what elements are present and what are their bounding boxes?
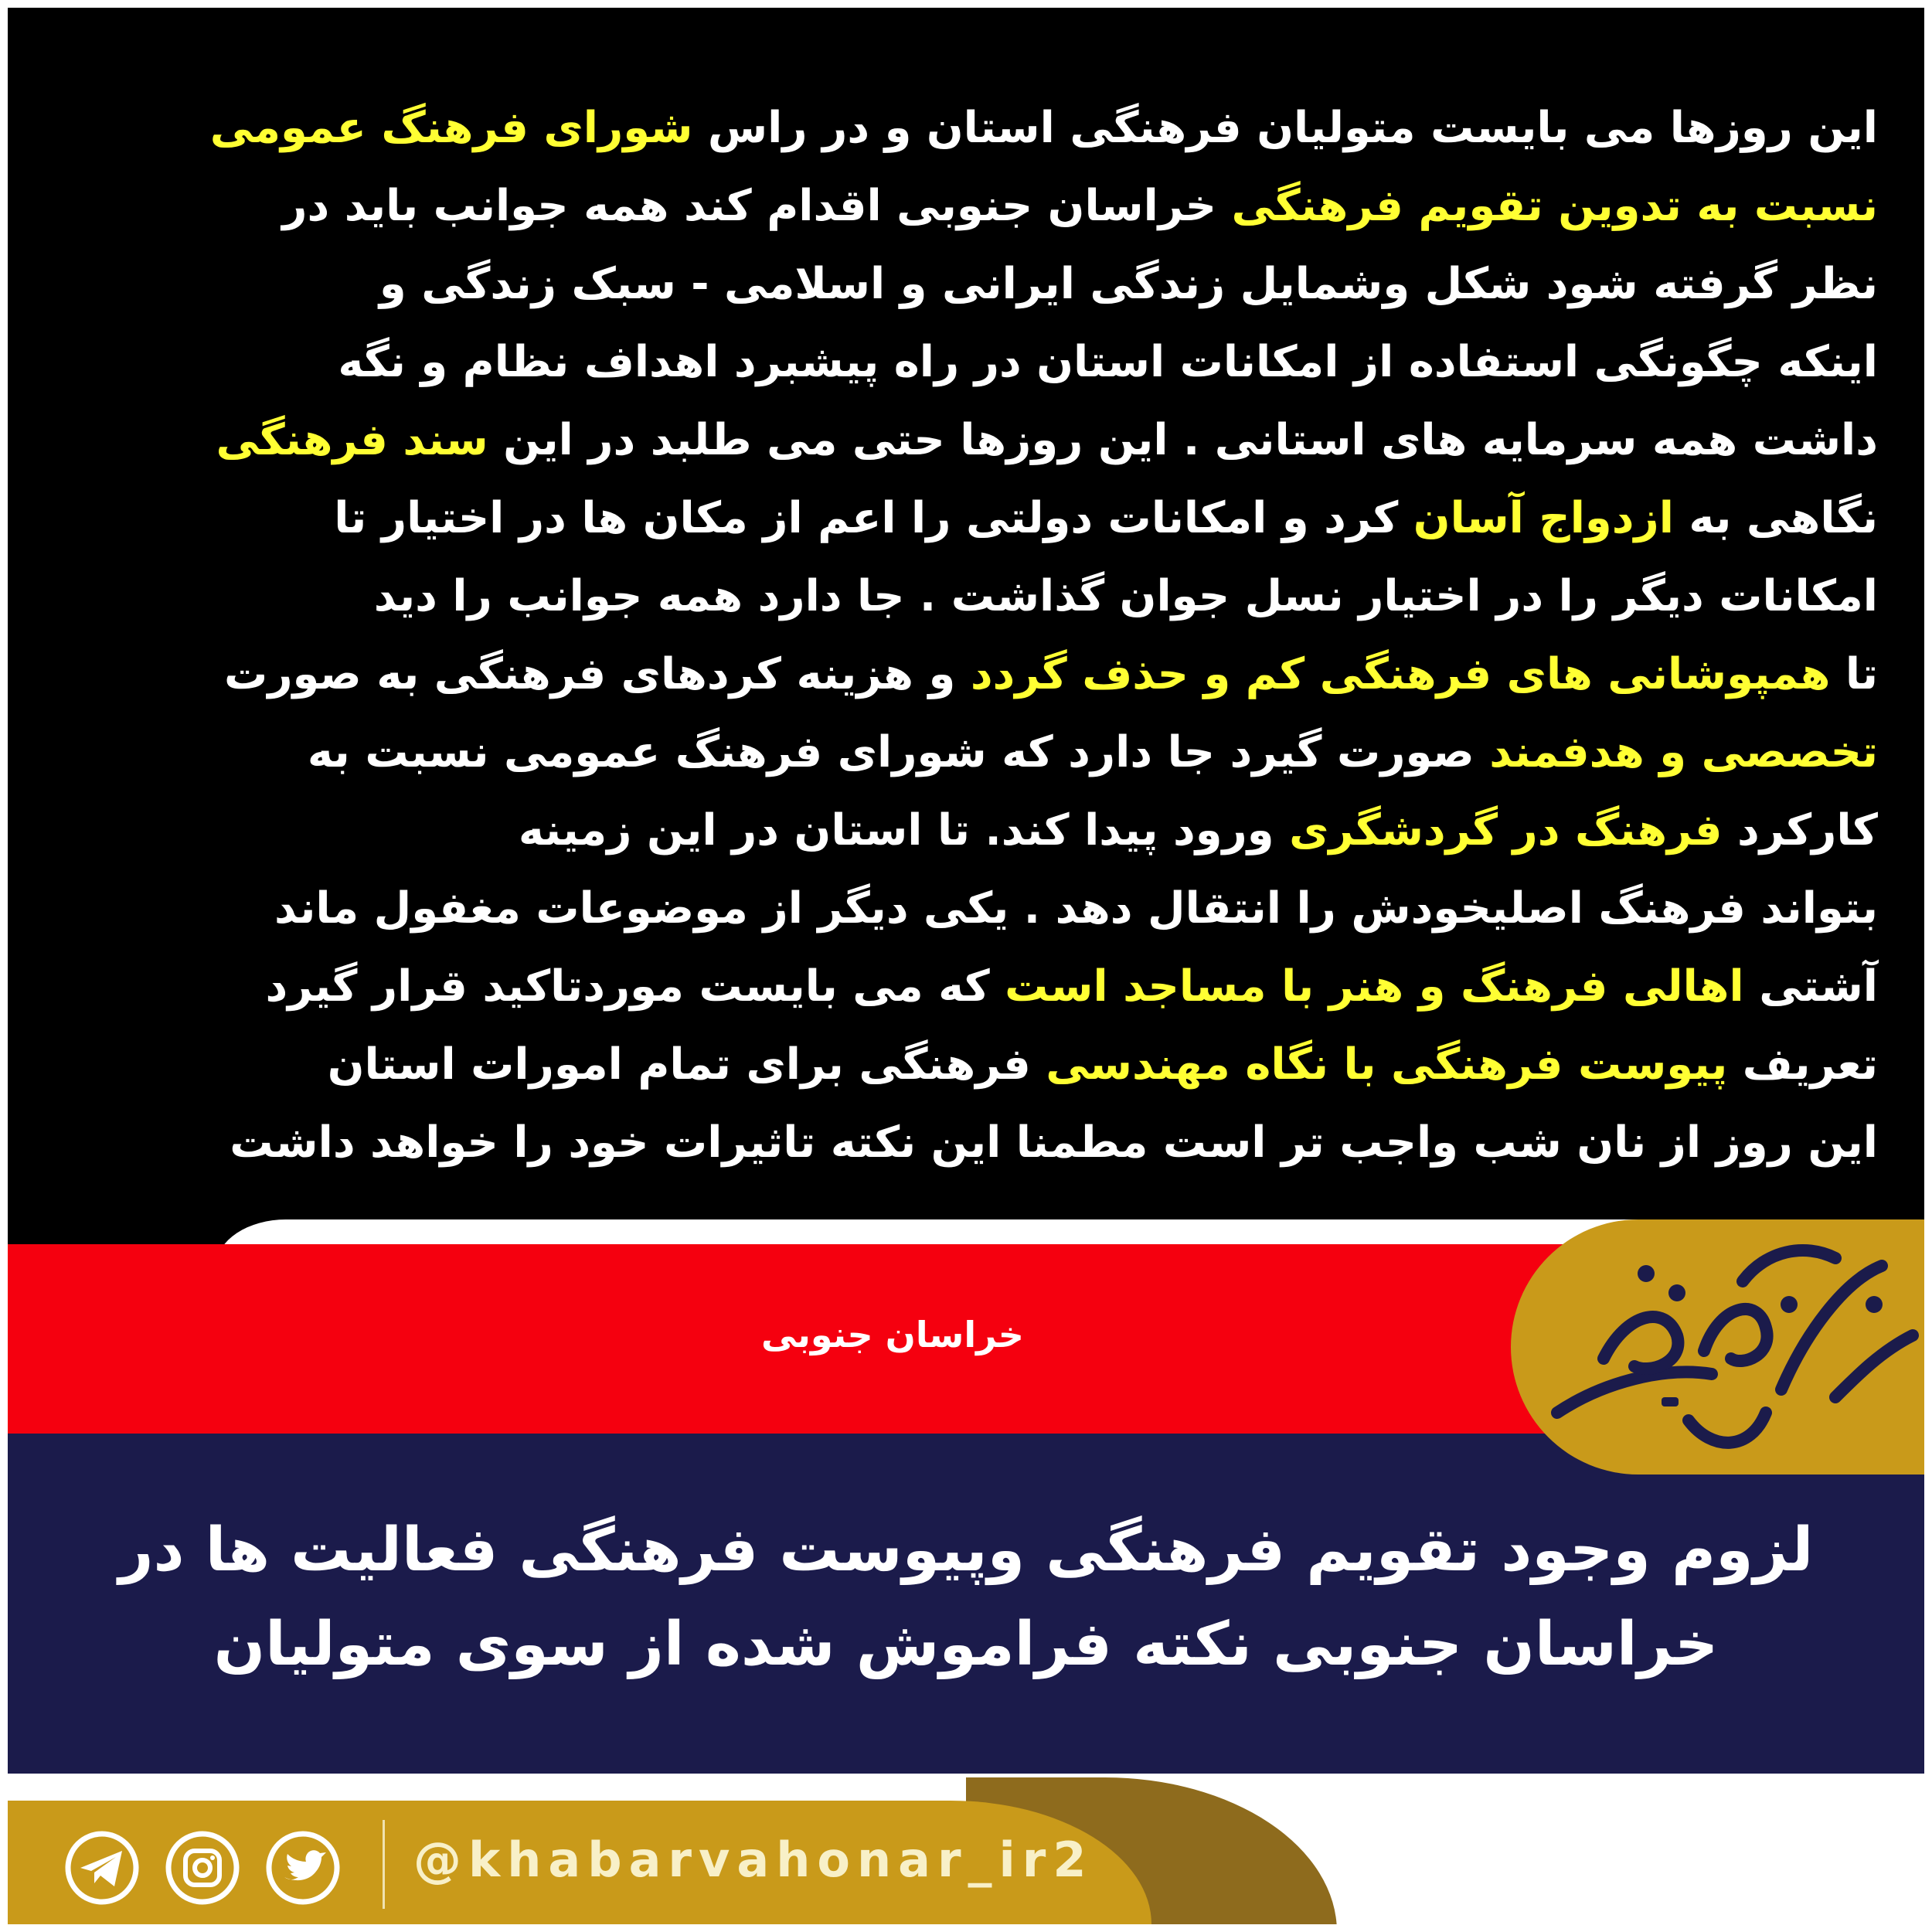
body-text-segment: داشت همه سرمایه های استانی . این روزها حتی می طلبد در این [488,415,1878,465]
social-handle[interactable]: @khabarvahonar_ir2 [413,1832,1094,1888]
body-line [23,713,1878,791]
body-text-segment: فرهنگی برای تمام امورات استان [327,1039,1046,1090]
body-text-segment: صورت گیرد جا دارد که شورای فرهنگ عمومی نسبت به [307,727,1490,777]
body-line [23,791,1878,869]
highlighted-phrase: فرهنگ در گردشگری [1289,805,1723,855]
body-text-segment: تعریف [1727,1039,1878,1090]
body-line [23,89,1878,167]
logo-badge [1511,1219,1924,1475]
highlighted-phrase: تخصصی و هدفمند [1489,727,1878,777]
body-line [23,1104,1878,1182]
instagram-icon[interactable] [162,1828,243,1908]
headline-line-1: لزوم وجود تقویم فرهنگی وپیوست فرهنگی فعالیت ها در [118,1515,1814,1585]
body-line [23,323,1878,401]
body-line [23,557,1878,635]
body-line [23,167,1878,245]
body-text-segment: نظر گرفته شود شکل وشمایل زندگی ایرانی و اسلامی - سبک زندگی و [379,259,1878,309]
highlighted-phrase: اهالی فرهنگ و هنر با مساجد است [1005,961,1744,1012]
body-text-segment: که می بایست موردتاکید قرار گیرد [265,961,1005,1012]
twitter-icon[interactable] [263,1828,343,1908]
highlighted-phrase: ازدواج آسان [1413,493,1674,543]
body-text-segment: کارکرد [1722,805,1878,855]
body-line [23,479,1878,557]
logo [1511,1219,1924,1475]
body-text-segment: آشتی [1743,961,1878,1012]
body-text-segment: اینکه چگونگی استفاده از امکانات استان در راه پیشبرد اهداف نظام و نگه [338,337,1878,387]
headline-line-2: خراسان جنوبی نکته فراموش شده از سوی متولیان [213,1610,1719,1679]
body-line [23,869,1878,947]
body-text-segment: کرد و امکانات دولتی را اعم از مکان ها در اختیار تا [334,493,1413,543]
body-text-segment: و هزینه کردهای فرهنگی به صورت [224,649,971,699]
body-text-segment: این روزها می بایست متولیان فرهنگی استان و در راس [692,103,1878,153]
footer-divider [383,1820,385,1909]
body-line [23,245,1878,323]
highlighted-phrase: نسبت به تدوین تقویم فرهنگی [1231,181,1878,231]
body-text-segment: بتواند فرهنگ اصلیخودش را انتقال دهد . یکی دیگر از موضوعات مغفول ماند [274,883,1878,934]
body-text-segment: تا [1830,649,1878,699]
body-line [23,401,1878,479]
highlighted-phrase: شورای فرهنگ عمومی [209,103,693,153]
highlighted-phrase: پیوست فرهنگی با نگاه مهندسی [1046,1039,1728,1090]
body-text-segment: امکانات دیگر را در اختیار نسل جوان گذاشت . جا دارد همه جوانب را دید [373,571,1878,621]
region-label: خراسان جنوبی [761,1314,1024,1355]
body-text-segment: این روز از نان شب واجب تر است مطمنا این نکته تاثیرات خود را خواهد داشت [230,1117,1878,1168]
body-text-segment: نگاهی به [1673,493,1878,543]
body-text-segment: ورود پیدا کند. تا استان در این زمینه [518,805,1290,855]
headline [100,1503,1832,1692]
body-text-segment: خراسان جنوبی اقدام کند همه جوانب باید در [282,181,1232,231]
post-frame [8,8,1924,1924]
body-line [23,1026,1878,1104]
highlighted-phrase: همپوشانی های فرهنگی کم و حذف گردد [970,649,1831,699]
highlighted-phrase: سند فرهنگی [216,415,488,465]
article-body [23,89,1878,1182]
body-line [23,947,1878,1026]
telegram-icon[interactable] [62,1828,142,1908]
body-line [23,635,1878,713]
